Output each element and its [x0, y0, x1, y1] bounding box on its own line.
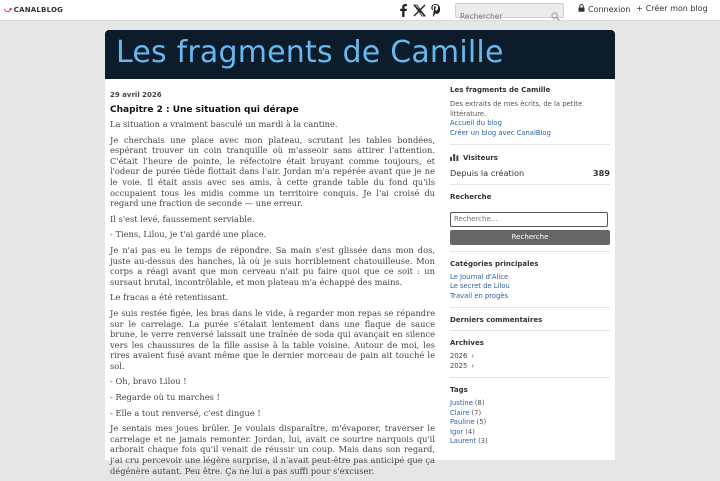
tag-item[interactable]: Claire (7) [450, 408, 482, 417]
tag-item[interactable]: Justine (8) [450, 399, 485, 407]
post-title[interactable]: Chapitre 2 : Une situation qui dérape [110, 105, 299, 115]
post-paragraph: Je suis restée figée, les bras dans le vide, à regarder mon repas se répandre sur le carrelage. La purée s'étalait lentement dans une flaque de sauce brune, le verre renversé laissait une traînée de soda qui avançait en silence vers les chaussures de la fille assise à la table voisine. Autour de moi, les rires avaient fusé avant même que le dernier morceau de pain ait touché le sol. [110, 307, 435, 371]
archive-item[interactable]: 2025 › [450, 361, 475, 370]
post-paragraph: Il s'est levé, faussement serviable. [110, 213, 255, 224]
post-date: 29 avril 2026 [110, 91, 162, 99]
blog-container [105, 30, 615, 476]
visitors-stat [450, 168, 610, 178]
tags-heading: Tags [450, 386, 468, 394]
plus-icon: + [636, 4, 643, 13]
chevron-right-icon: › [471, 352, 475, 360]
post-paragraph: - Elle a tout renversé, c'est dingue ! [110, 407, 261, 418]
chevron-right-icon: › [471, 361, 475, 370]
create-blog-canalblog-link[interactable]: Créer un blog avec CanalBlog [450, 128, 551, 137]
visitors-count: 389 [592, 168, 610, 178]
tag-item[interactable]: Igor (4) [450, 427, 475, 436]
post-paragraph: Je sentais mes joues brûler. Je voulais disparaître, m'évaporer, traverser le carrelage et ne jamais remonter. Jordan, lui, avait ce sourire narquois qu'il arborait chaque fois qu'il venait de réussir un coup. Mais dans son regard, j'ai cru percevoir une légère surprise, il n'avait peut-être pas anticipé que ça dégénère autant. Peu être. Ça ne lui a pas suffi pour s'excuser. [110, 423, 435, 476]
categories-heading: Catégories principales [450, 259, 539, 268]
post-paragraph: - Tiens, Lilou, je t'ai gardé une place. [110, 229, 267, 240]
sidebar [450, 86, 610, 447]
x-icon[interactable] [413, 3, 426, 17]
divider [450, 330, 610, 331]
top-search-box [455, 3, 564, 18]
category-link[interactable]: Le secret de Lilou [450, 282, 510, 290]
post-paragraph: La situation a vraiment basculé un mardi à la cantine. [110, 119, 338, 129]
about-description: Des extraits de mes écrits, de la petite littérature. [450, 100, 583, 118]
post-content [110, 89, 435, 481]
divider [450, 144, 610, 145]
divider [450, 184, 610, 185]
lock-icon [578, 4, 585, 14]
sidebar-search-input[interactable] [450, 212, 608, 227]
search-icon[interactable] [551, 6, 560, 25]
archive-item[interactable]: 2026 › [450, 352, 475, 360]
visitors-heading: Visiteurs [450, 153, 610, 163]
post-paragraph: Je cherchais une place avec mon plateau, scrutant les tables bondées, espérant trouver un coin tranquille où m'asseoir sans attirer l'attention. C'était l'heure de pointe, le réfectoire était bruyant comme toujours, et l'odeur de purée tiède flottait dans l'air. Jordan m'a repérée avant que je ne le voie. Il était assis avec ses amis, à cette grande table du fond qu'ils occupaient tous les midis comme un territoire conquis. Je l'ai croisé du regard une fraction de seconde — une erreur. [110, 134, 435, 209]
blog-title[interactable]: Les fragments de Camille [116, 35, 504, 70]
about-heading: Les fragments de Camille [450, 86, 551, 94]
facebook-icon[interactable] [398, 3, 408, 17]
canalblog-mark-icon: ⤻ [4, 5, 13, 14]
tag-item[interactable]: Laurent (3) [450, 437, 488, 445]
post-paragraph: Je n'ai pas eu le temps de répondre. Sa main s'est glissée dans mon dos, juste au-dessus des hanches, là où je suis horriblement chatouilleuse. Mon corps a réagi avant que mon cerveau n'ait pu faire quoi que ce soit : un sursaut brutal, incontrôlable, et mon plateau m'a échappé des mains. [110, 244, 435, 287]
comments-heading: Derniers commentaires [450, 316, 543, 324]
category-link[interactable]: Le Journal d'Alice [450, 272, 509, 281]
top-bar [0, 0, 720, 21]
post-paragraph: - Regarde où tu marches ! [110, 392, 220, 403]
sidebar-search-button[interactable]: Recherche [450, 230, 610, 245]
canalblog-logo[interactable]: ⤻ CANALBLOG [4, 5, 64, 14]
login-link[interactable]: Connexion [578, 4, 630, 14]
post-body [110, 119, 435, 476]
blog-header [105, 30, 615, 79]
pinterest-icon[interactable] [430, 3, 441, 17]
archives-heading: Archives [450, 339, 484, 347]
visitors-label: Depuis la création [450, 168, 525, 178]
divider [450, 377, 610, 378]
divider [450, 251, 610, 252]
tag-item[interactable]: Pauline (5) [450, 418, 487, 426]
home-link[interactable]: Accueil du blog [450, 119, 502, 127]
search-heading: Recherche [450, 193, 492, 201]
bar-chart-icon [450, 153, 459, 163]
divider [450, 307, 610, 308]
post-paragraph: Le fracas a été retentissant. [110, 292, 229, 303]
post-paragraph: - Oh, bravo Lilou ! [110, 376, 187, 387]
top-search-input[interactable] [456, 10, 548, 23]
create-blog-link[interactable]: + Créer mon blog [636, 4, 708, 13]
category-link[interactable]: Travail en progès [450, 291, 509, 300]
